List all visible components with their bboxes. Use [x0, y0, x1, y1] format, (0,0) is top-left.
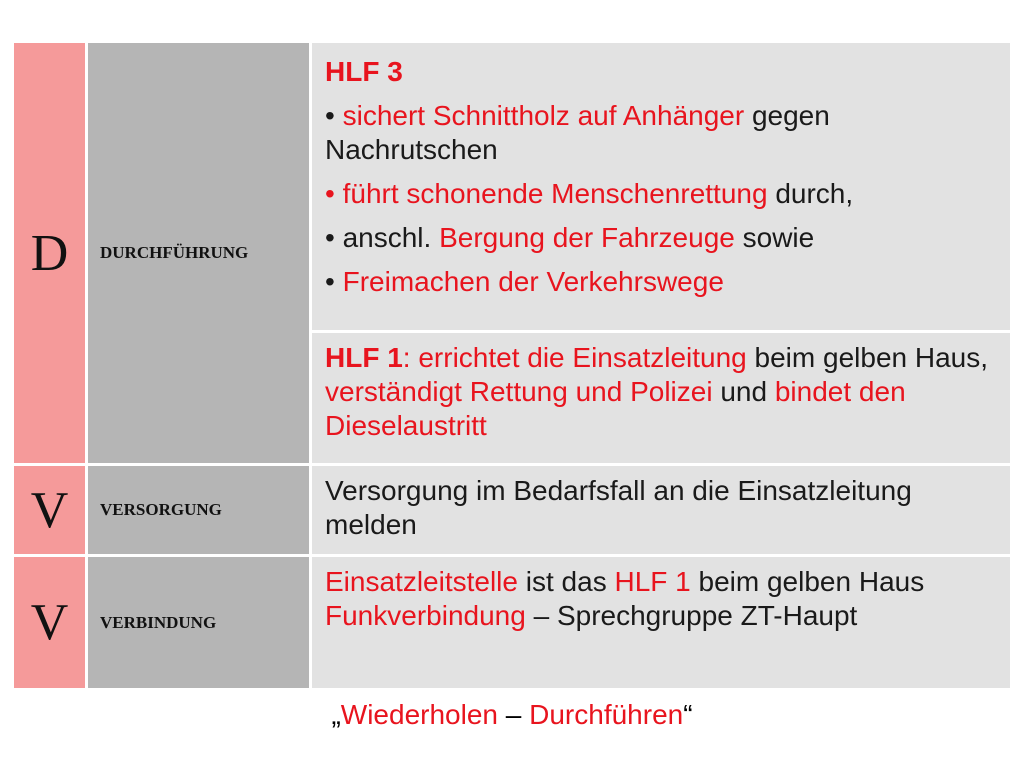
- hlf3-bullet-4: • Freimachen der Verkehrswege: [325, 266, 724, 297]
- versorgung-text-cell: [312, 466, 1010, 554]
- hlf3-bullet-1: • sichert Schnittholz auf Anhänger gegen Nachrutschen: [325, 100, 830, 165]
- hlf3-task-cell: [312, 43, 1010, 330]
- hlf3-title: HLF 3: [325, 56, 403, 87]
- verbindung-text-cell: [312, 557, 1010, 688]
- motto-caption: „Wiederholen – Durchführen“: [331, 699, 693, 730]
- letter-d: D: [14, 43, 85, 463]
- versorgung-text: Versorgung im Bedarfsfall an die Einsatzleitung melden: [325, 475, 912, 540]
- letter-v-versorgung: V: [14, 466, 85, 554]
- label-durchfuehrung: DURCHFÜHRUNG: [88, 43, 309, 463]
- label-versorgung: VERSORGUNG: [88, 466, 309, 554]
- verbindung-line-1: Einsatzleitstelle ist das HLF 1 beim gelben Haus: [325, 566, 925, 597]
- letter-v-verbindung: V: [14, 557, 85, 688]
- label-verbindung: VERBINDUNG: [88, 557, 309, 688]
- hlf3-bullet-3: • anschl. Bergung der Fahrzeuge sowie: [325, 222, 815, 253]
- hlf3-bullet-2: • führt schonende Menschenrettung durch,: [325, 178, 854, 209]
- verbindung-line-2: Funkverbindung – Sprechgruppe ZT-Haupt: [325, 600, 858, 631]
- hlf1-text: HLF 1: errichtet die Einsatzleitung beim gelben Haus, verständigt Rettung und Polizei und bindet den Dieselaustritt: [325, 342, 989, 441]
- hlf1-task-cell: [312, 333, 1010, 463]
